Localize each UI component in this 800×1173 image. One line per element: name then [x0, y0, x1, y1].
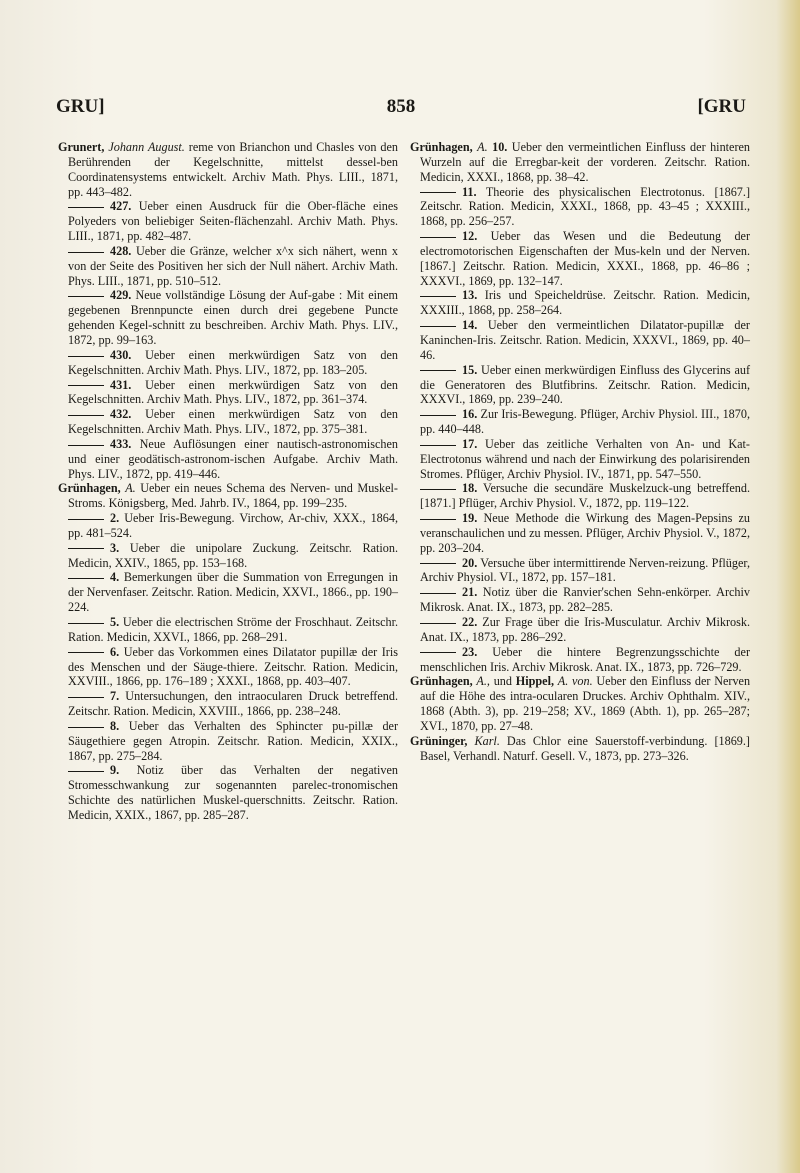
bibliography-entry	[58, 481, 398, 511]
ditto-rule	[420, 370, 456, 371]
ditto-rule	[68, 356, 104, 357]
author-first-name: Karl.	[474, 733, 500, 748]
header-right: [GRU	[697, 96, 746, 117]
entry-text: Ueber die Gränze, welcher x^x sich nähert, wenn x von der Seite des Positiven her sich der Null nähert. Archiv Math. Phys. LIII., 1871, pp. 510–512.	[68, 243, 398, 288]
bibliography-entry	[410, 645, 750, 675]
author-first-name: Johann August.	[108, 140, 185, 154]
entry-text: Ueber einen Ausdruck für die Ober-fläche eines Polyeders von beliebiger Seiten-flächenzahl. Archiv Math. Phys. LIII., 1871, pp. 482–487.	[68, 199, 399, 244]
entry-number: 15.	[462, 362, 478, 377]
entry-text: Ueber den vermeintlichen Dilatator-pupillæ der Kaninchen-Iris. Zeitschr. Ration. Medicin, XXXVI., 1869, pp. 40–46.	[420, 318, 750, 362]
entry-number: 432.	[110, 407, 132, 422]
bibliography-entry	[58, 437, 398, 482]
ditto-rule	[420, 593, 456, 594]
page-number: 858	[386, 96, 416, 117]
entry-text: Ueber die electrischen Ströme der Froschhaut. Zeitschr. Ration. Medicin, XXVI., 1866, pp. 268–291.	[68, 615, 399, 644]
entry-text: Bemerkungen über die Summation von Erregungen in der Nervenfaser. Zeitschr. Ration. Medicin, XXVI., 1866., pp. 190–224.	[68, 570, 399, 615]
ditto-rule	[420, 489, 456, 490]
author-first-name: A.	[477, 140, 488, 154]
entry-text: Ueber den Einfluss der Nerven auf die Höhe des intra-ocularen Druckes. Archiv Ophthalm. XIV., 1868 (Abth. 3), pp. 219–258; XV., 1869 (Abth. 1), pp. 265–287; XVI., 1870, pp. 27–48.	[420, 674, 751, 733]
entry-text: Zur Frage über die Iris-Musculatur. Archiv Mikrosk. Anat. IX., 1873, pp. 286–292.	[420, 615, 751, 644]
ditto-rule	[68, 771, 104, 772]
entry-text: Ueber das Verhalten des Sphincter pu-pillæ der Säugethiere gegen Atropin. Zeitschr. Ration. Medicin, XXIX., 1867, pp. 275–284.	[68, 718, 399, 763]
entry-text: Ueber ein neues Schema des Nerven- und Muskel-Stroms. Königsberg, Med. Jahrb. IV., 1864, pp. 199–235.	[68, 481, 398, 511]
entry-text: Zur Iris-Bewegung. Pflüger, Archiv Physiol. III., 1870, pp. 440–448.	[420, 407, 751, 437]
bibliography-entry	[58, 244, 398, 289]
entry-text: Iris und Speicheldrüse. Zeitschr. Ration. Medicin, XXXIII., 1868, pp. 258–264.	[420, 288, 751, 318]
ditto-rule	[420, 415, 456, 416]
entry-text: Ueber die hintere Begrenzungsschichte der menschlichen Iris. Archiv Mikrosk. Anat. IX., 1873, pp. 726–729.	[420, 644, 750, 674]
entry-number: 10.	[492, 140, 508, 154]
entry-text: Das Chlor eine Sauerstoff-verbindung. [1869.] Basel, Verhandl. Naturf. Gesell. V., 1873, pp. 273–326.	[420, 733, 750, 763]
ditto-rule	[420, 237, 456, 238]
bibliography-entry	[58, 348, 398, 378]
bibliography-entry	[410, 734, 750, 764]
author-first-name: A.	[125, 481, 136, 496]
entry-text: Neue Auflösungen einer nautisch-astronomischen und einer geodätisch-astronom-ischen Aufgabe. Archiv Math. Phys. LIV., 1872, pp. 419–446.	[68, 436, 399, 481]
bibliography-entry	[410, 437, 750, 482]
bibliography-entry	[58, 763, 398, 822]
bibliography-entry	[410, 674, 750, 733]
ditto-rule	[68, 252, 104, 253]
entry-text: Ueber einen merkwürdigen Satz von den Kegelschnitten. Archiv Math. Phys. LIV., 1872, pp. 375–381.	[68, 407, 398, 437]
entry-number: 20.	[462, 555, 478, 570]
entry-number: 4.	[110, 570, 120, 585]
ditto-rule	[420, 296, 456, 297]
bibliography-entry	[58, 689, 398, 719]
entry-number: 9.	[110, 763, 120, 778]
bibliography-entry	[410, 318, 750, 363]
entry-text: Ueber einen merkwürdigen Satz von den Kegelschnitten. Archiv Math. Phys. LIV., 1872, pp. 183–205.	[68, 347, 398, 377]
entry-number: 8.	[110, 718, 120, 733]
entry-text: Ueber den vermeintlichen Einfluss der hinteren Wurzeln auf die Erregbar-keit der vorderen. Zeitschr. Ration. Medicin, XXXI., 1868, pp. 38–42.	[420, 140, 751, 184]
author-first-name: A.,	[476, 674, 490, 689]
entry-number: 5.	[110, 615, 120, 629]
bibliography-entry	[410, 140, 750, 185]
bibliography-entry	[58, 615, 398, 645]
entry-number: 3.	[110, 540, 120, 555]
bibliography-entry	[410, 407, 750, 437]
right-column	[410, 140, 750, 763]
bibliography-entry	[58, 645, 398, 690]
entry-number: 21.	[462, 585, 478, 600]
bibliography-entry	[58, 140, 398, 199]
entry-number: 6.	[110, 644, 120, 659]
ditto-rule	[68, 623, 104, 624]
running-header	[56, 96, 746, 126]
ditto-rule	[68, 385, 104, 386]
ditto-rule	[68, 697, 104, 698]
entry-text: Ueber einen merkwürdigen Satz von den Kegelschnitten. Archiv Math. Phys. LIV., 1872, pp. 361–374.	[68, 377, 398, 407]
ditto-rule	[420, 652, 456, 653]
entry-number: 427.	[110, 199, 132, 214]
entry-number: 22.	[462, 615, 478, 629]
author-name: Grunert,	[58, 140, 105, 154]
entry-text: Untersuchungen, den intraocularen Druck betreffend. Zeitschr. Ration. Medicin, XXVIII., 1866, pp. 238–248.	[68, 689, 398, 719]
bibliography-entry	[58, 288, 398, 347]
bibliography-entry	[58, 199, 398, 244]
ditto-rule	[68, 578, 104, 579]
ditto-rule	[68, 727, 104, 728]
ditto-rule	[68, 652, 104, 653]
author-name-2: Hippel,	[515, 674, 554, 689]
entry-text: Ueber das Wesen und die Bedeutung der electromotorischen Eigenschaften der Mus-keln und der Nerven. [1867.] Zeitschr. Ration. Medicin, XXXI., 1868, pp. 46–86 ; XXXVI., 1869, pp. 132–147.	[420, 229, 751, 288]
entry-text: Versuche über intermittirende Nerven-reizung. Pflüger, Archiv Physiol. VI., 1872, pp. 157–181.	[420, 555, 751, 585]
bibliography-entry	[410, 363, 750, 408]
ditto-rule	[68, 415, 104, 416]
entry-number: 13.	[462, 288, 478, 303]
ditto-rule	[68, 296, 104, 297]
ditto-rule	[68, 207, 104, 208]
entry-number: 428.	[110, 243, 132, 258]
entry-text: Neue vollständige Lösung der Auf-gabe : Mit einem gegebenen Brennpuncte einen durch drei gegebene Puncte gehenden Kegel-schnitt zu beschreiben. Archiv Math. Phys. LIV., 1872, pp. 99–163.	[68, 288, 398, 347]
author-first-name-2: A. von.	[557, 674, 593, 689]
ditto-rule	[420, 623, 456, 624]
author-name: Grünhagen,	[410, 674, 473, 689]
entry-number: 14.	[462, 318, 478, 333]
entry-text: Ueber die unipolare Zuckung. Zeitschr. Ration. Medicin, XXIV., 1865, pp. 153–168.	[68, 540, 399, 570]
ditto-rule	[420, 445, 456, 446]
ditto-rule	[68, 519, 104, 520]
bibliography-entry	[410, 556, 750, 586]
author-joint: und	[493, 674, 512, 689]
entry-number: 17.	[462, 436, 478, 451]
ditto-rule	[420, 326, 456, 327]
entry-number: 11.	[462, 184, 477, 199]
author-name: Grüninger,	[410, 733, 468, 748]
entry-text: Theorie des physicalischen Electrotonus. [1867.] Zeitschr. Ration. Medicin, XXXI., 1868, pp. 43–45 ; XXXIII., 1868, pp. 256–257.	[420, 184, 750, 229]
bibliography-entry	[410, 615, 750, 645]
bibliography-entry	[58, 719, 398, 764]
ditto-rule	[68, 445, 104, 446]
entry-text: reme von Brianchon und Chasles von den Berührenden der Kegelschnitte, mittelst dessel-ben Coordinatensystems entwickelt. Archiv Math. Phys. LIII., 1871, pp. 443–482.	[68, 140, 398, 199]
bibliography-entry	[410, 288, 750, 318]
entry-text: Versuche die secundäre Muskelzuck-ung betreffend. [1871.] Pflüger, Archiv Physiol. V., 1872, pp. 119–122.	[420, 481, 750, 511]
author-name: Grünhagen,	[58, 481, 121, 496]
author-name: Grünhagen,	[410, 140, 473, 154]
entry-number: 431.	[110, 377, 132, 392]
left-column	[58, 140, 398, 823]
bibliography-entry	[58, 541, 398, 571]
bibliography-entry	[58, 378, 398, 408]
entry-text: Notiz über die Ranvier'schen Sehn-enkörper. Archiv Mikrosk. Anat. IX., 1873, pp. 282–285.	[420, 585, 751, 615]
entry-text: Ueber das zeitliche Verhalten von An- und Kat-Electrotonus während und nach der Einwirkung des polarisirenden Stromes. Pflüger, Archiv Physiol. IV., 1871, pp. 547–550.	[420, 436, 750, 481]
bibliography-entry	[410, 229, 750, 288]
ditto-rule	[68, 548, 104, 549]
entry-number: 7.	[110, 689, 120, 704]
bibliography-entry	[58, 570, 398, 615]
entry-text: Neue Methode die Wirkung des Magen-Pepsins zu veranschaulichen und zu messen. Pflüger, Archiv Physiol. V., 1872, pp. 203–204.	[420, 511, 751, 555]
entry-number: 12.	[462, 229, 478, 244]
bibliography-entry	[410, 585, 750, 615]
entry-number: 18.	[462, 481, 478, 496]
bibliography-entry	[58, 407, 398, 437]
ditto-rule	[420, 563, 456, 564]
ditto-rule	[420, 192, 456, 193]
entry-text: Ueber das Vorkommen eines Dilatator pupillæ der Iris des Menschen und der Säuge-thiere. Zeitschr. Ration. Medicin, XXVIII., 1866, pp. 176–189 ; XXXI., 1868, pp. 403–407.	[68, 644, 398, 689]
bibliography-entry	[58, 511, 398, 541]
bibliography-entry	[410, 185, 750, 230]
entry-text: Notiz über das Verhalten der negativen Stromesschwankung zur sogenannten parelec-tronomischen Schichte des natürlichen Muskel-querschnitts. Zeitschr. Ration. Medicin, XXIX., 1867, pp. 285–287.	[68, 763, 399, 822]
ditto-rule	[420, 519, 456, 520]
header-left: GRU]	[56, 96, 105, 117]
entry-number: 429.	[110, 288, 132, 303]
entry-text: Ueber Iris-Bewegung. Virchow, Ar-chiv, XXX., 1864, pp. 481–524.	[68, 511, 399, 540]
entry-text: Ueber einen merkwürdigen Einfluss des Glycerins auf die Generatoren des Blutfibrins. Zeitschr. Ration. Medicin, XXXVI., 1869, pp. 239–240.	[420, 362, 751, 407]
bibliography-entry	[410, 481, 750, 511]
entry-number: 16.	[462, 407, 478, 422]
entry-number: 23.	[462, 644, 478, 659]
entry-number: 2.	[110, 511, 120, 526]
bibliography-entry	[410, 511, 750, 556]
entry-number: 433.	[110, 436, 132, 451]
entry-number: 430.	[110, 347, 132, 362]
entry-number: 19.	[462, 511, 478, 526]
